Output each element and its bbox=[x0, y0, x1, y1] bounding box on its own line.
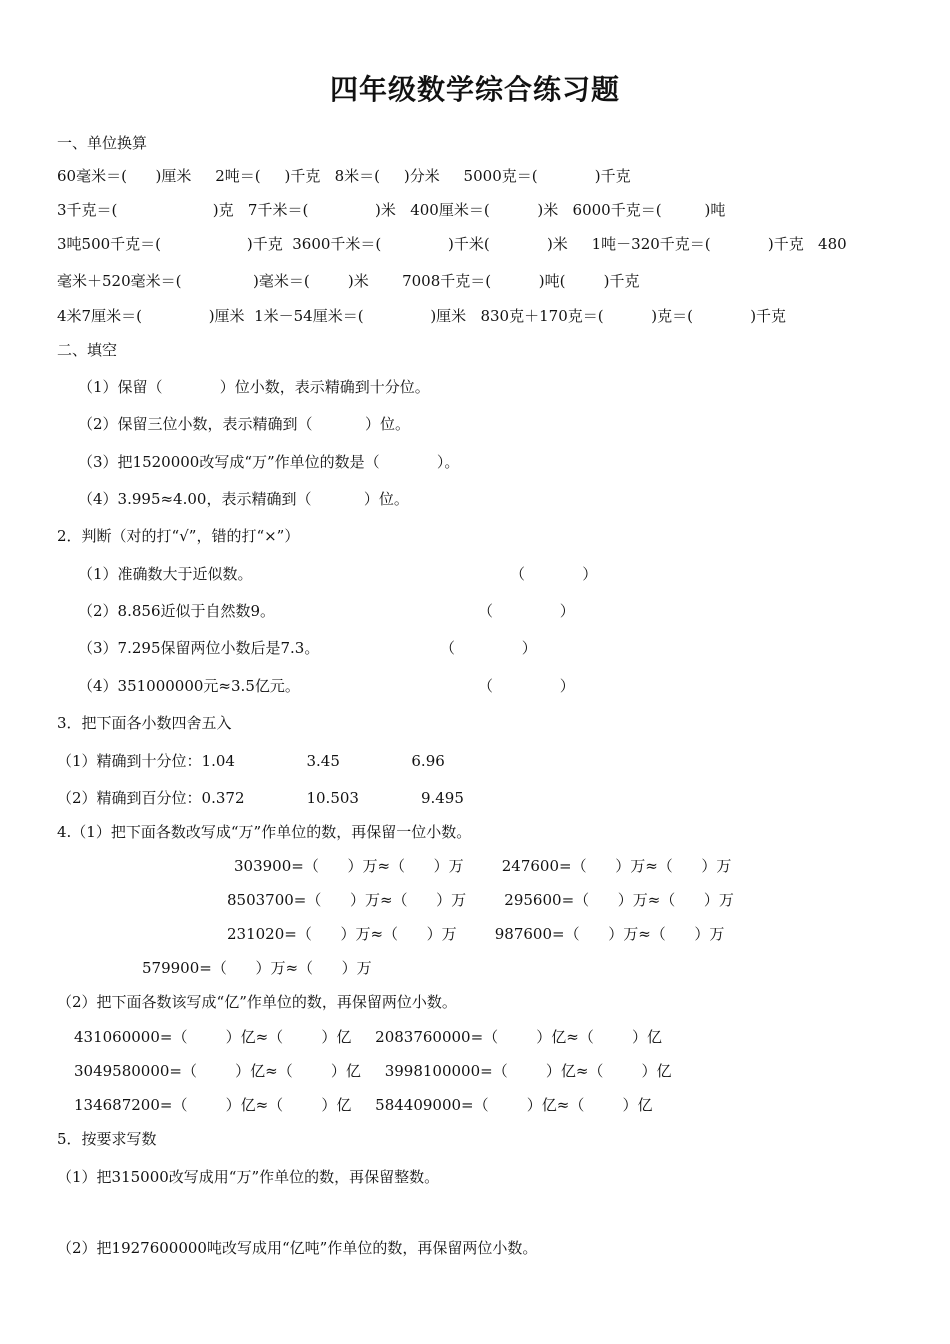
section-write-numbers-heading: 5．按要求写数 bbox=[57, 1130, 157, 1148]
section-fill-blank-heading: 二、填空 bbox=[57, 341, 118, 359]
wan-row-4: 579900=（ ）万≈（ ）万 bbox=[142, 959, 372, 977]
section-yi-heading: （2）把下面各数该写成“亿”作单位的数，再保留两位小数。 bbox=[57, 993, 457, 1011]
fill-item-1: （1）保留（ ）位小数，表示精确到十分位。 bbox=[78, 378, 430, 396]
fill-item-3: （3）把1520000改写成“万”作单位的数是（ ）。 bbox=[78, 453, 460, 471]
wan-row-3: 231020=（ ）万≈（ ）万 987600=（ ）万≈（ ）万 bbox=[227, 925, 725, 943]
judge-answer-blank-1: （ ） bbox=[510, 565, 598, 583]
conversion-line-1: 60毫米＝( )厘米 2吨＝( )千克 8米＝( )分米 5000克＝( )千克 bbox=[57, 167, 631, 185]
yi-row-3: 134687200=（ ）亿≈（ ）亿 584409000=（ ）亿≈（ ）亿 bbox=[74, 1096, 653, 1114]
write-item-1: （1）把315000改写成用“万”作单位的数，再保留整数。 bbox=[57, 1168, 440, 1186]
write-item-2: （2）把1927600000吨改写成用“亿吨”作单位的数，再保留两位小数。 bbox=[57, 1239, 538, 1257]
judge-item-3: （3）7.295保留两位小数后是7.3。 bbox=[78, 639, 320, 657]
section-rounding-heading: 3．把下面各小数四舍五入 bbox=[57, 714, 232, 732]
rounding-tenths-line: （1）精确到十分位：1.04 3.45 6.96 bbox=[57, 752, 445, 770]
conversion-line-4: 毫米＋520毫米＝( )毫米＝( )米 7008千克＝( )吨( )千克 bbox=[57, 272, 640, 290]
judge-answer-blank-2: （ ） bbox=[478, 602, 575, 620]
judge-item-4: （4）351000000元≈3.5亿元。 bbox=[78, 677, 300, 695]
section-unit-conversion-heading: 一、单位换算 bbox=[57, 134, 148, 152]
fill-item-4: （4）3.995≈4.00，表示精确到（ ）位。 bbox=[78, 490, 409, 508]
yi-row-1: 431060000=（ ）亿≈（ ）亿 2083760000=（ ）亿≈（ ）亿 bbox=[74, 1028, 663, 1046]
section-wan-heading: 4.（1）把下面各数改写成“万”作单位的数，再保留一位小数。 bbox=[57, 823, 472, 841]
judge-item-1: （1）准确数大于近似数。 bbox=[78, 565, 253, 583]
rounding-hundredths-line: （2）精确到百分位：0.372 10.503 9.495 bbox=[57, 789, 464, 807]
conversion-line-5: 4米7厘米＝( )厘米 1米－54厘米＝( )厘米 830克＋170克＝( )克＝( )千克 bbox=[57, 307, 787, 325]
conversion-line-2: 3千克＝( )克 7千米＝( )米 400厘米＝( )米 6000千克＝( )吨 bbox=[57, 201, 726, 219]
wan-row-1: 303900=（ ）万≈（ ）万 247600=（ ）万≈（ ）万 bbox=[234, 857, 732, 875]
section-judge-heading: 2．判断（对的打“√”，错的打“×”） bbox=[57, 527, 300, 545]
judge-answer-blank-4: （ ） bbox=[478, 677, 575, 695]
wan-row-2: 8503700=（ ）万≈（ ）万 295600=（ ）万≈（ ）万 bbox=[227, 891, 734, 909]
judge-item-2: （2）8.856近似于自然数9。 bbox=[78, 602, 276, 620]
judge-answer-blank-3: （ ） bbox=[440, 639, 537, 657]
fill-item-2: （2）保留三位小数，表示精确到（ ）位。 bbox=[78, 415, 410, 433]
conversion-line-3: 3吨500千克＝( )千克 3600千米＝( )千米( )米 1吨－320千克＝( )千克 480 bbox=[57, 235, 847, 253]
page-title: 四年级数学综合练习题 bbox=[329, 73, 620, 106]
yi-row-2: 3049580000=（ ）亿≈（ ）亿 3998100000=（ ）亿≈（ ）亿 bbox=[74, 1062, 672, 1080]
